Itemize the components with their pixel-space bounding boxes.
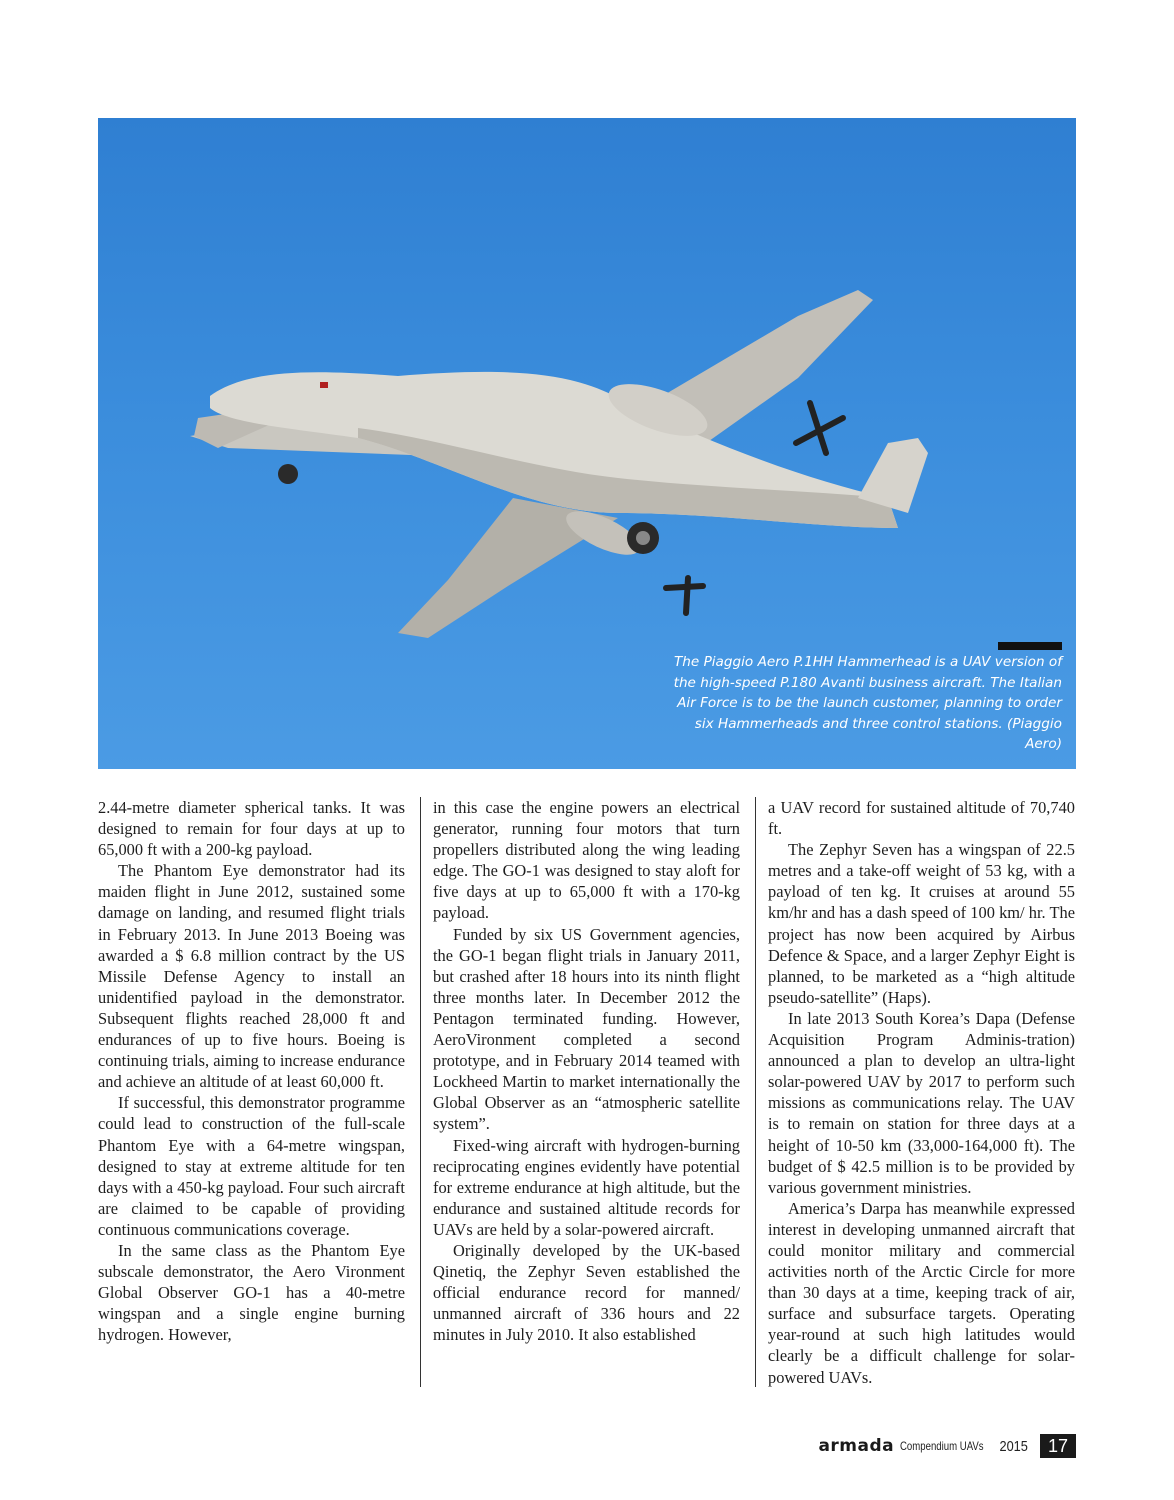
text-column-3 (768, 797, 1075, 1388)
paragraph: In late 2013 South Korea’s Dapa (Defense Acquisition Program Adminis-tration) announced a plan to develop an ultra-light solar-powered UAV by 2017 to perform such missions as communications relay. The UAV is to remain on station for three days at a height of 10-50 km (33,000-164,000 ft). The budget of $ 42.5 million is to be provided by various government ministries. (768, 1008, 1075, 1197)
page-number: 17 (1040, 1434, 1076, 1458)
publication-name: Compendium UAVs (900, 1439, 984, 1453)
column-divider (420, 797, 421, 1387)
paragraph: a UAV record for sustained altitude of 70,740 ft. (768, 798, 1075, 839)
paragraph: Fixed-wing aircraft with hydrogen-burning reciprocating engines evidently have potential for extreme endurance at high altitude, but the endurance and sustained altitude records for UAVs are held by a solar-powered aircraft. (433, 1135, 740, 1239)
page-footer (818, 1434, 1076, 1458)
caption-bar (998, 642, 1062, 650)
text-column-1 (98, 797, 405, 1345)
brand-logo: armada (818, 1436, 895, 1456)
paragraph: If successful, this demonstrator programme could lead to construction of the full-scale Phantom Eye with a 64-metre wingspan, designed to stay at extreme altitude for ten days with a 450-kg payload. Four such aircraft are claimed to be capable of providing continuous communications coverage. (98, 1093, 405, 1239)
publication-year: 2015 (999, 1437, 1028, 1455)
paragraph: Originally developed by the UK-based Qinetiq, the Zephyr Seven established the official endurance record for manned/ unmanned aircraft of 336 hours and 22 minutes in July 2010. It also established (433, 1240, 740, 1345)
text-column-2 (433, 797, 740, 1345)
paragraph: 2.44-metre diameter spherical tanks. It was designed to remain for four days at up to 65,000 ft with a 200-kg payload. (98, 798, 405, 860)
paragraph: The Zephyr Seven has a wingspan of 22.5 metres and a take-off weight of 53 kg, with a payload of ten kg. It cruises at around 55 km/hr and has a dash speed of 100 km/ hr. The project has now been acquired by Airbus Defence & Space, and a larger Zephyr Eight is planned, to be marketed as a “high altitude pseudo-satellite” (Haps). (768, 840, 1075, 1007)
paragraph: in this case the engine powers an electrical generator, running four motors that turn propellers distributed along the wing leading edge. The GO-1 was designed to stay aloft for five days at up to 65,000 ft with a 170-kg payload. (433, 798, 740, 923)
aircraft-photo (98, 118, 1076, 769)
paragraph: In the same class as the Phantom Eye subscale demonstrator, the Aero Vironment Global Observer GO-1 has a 40-metre wingspan and a single engine burning hydrogen. However, (98, 1240, 405, 1345)
paragraph: Funded by six US Government agencies, the GO-1 began flight trials in January 2011, but crashed after 18 hours into its ninth flight three months later. In December 2012 the Pentagon terminated funding. However, AeroVironment completed a second prototype, and in February 2014 teamed with Lockheed Martin to market internationally the Global Observer as an “atmospheric satellite system”. (433, 924, 740, 1134)
paragraph: The Phantom Eye demonstrator had its maiden flight in June 2012, sustained some damage on landing, and resumed flight trials in February 2013. In June 2013 Boeing was awarded a $ 6.8 million contract by the US Missile Defense Agency to install an unidentified payload in the demonstrator. Subsequent flights reached 28,000 ft and endurances of up to five hours. Boeing is continuing trials, aiming to increase endurance and achieve an altitude of at least 60,000 ft. (98, 861, 405, 1092)
column-divider (755, 797, 756, 1387)
paragraph: America’s Darpa has meanwhile expressed interest in developing unmanned aircraft that could monitor military and commercial activities north of the Arctic Circle for more than 30 days at a time, keeping track of air, surface and subsurface targets. Operating year-round at such high latitudes would clearly be a difficult challenge for solar-powered UAVs. (768, 1198, 1075, 1387)
photo-caption: The Piaggio Aero P.1HH Hammerhead is a UAV version of the high-speed P.180 Avanti business aircraft. The Italian Air Force is to be the launch customer, planning to order six Hammerheads and three control stations. (Piaggio Aero) (673, 654, 1062, 753)
